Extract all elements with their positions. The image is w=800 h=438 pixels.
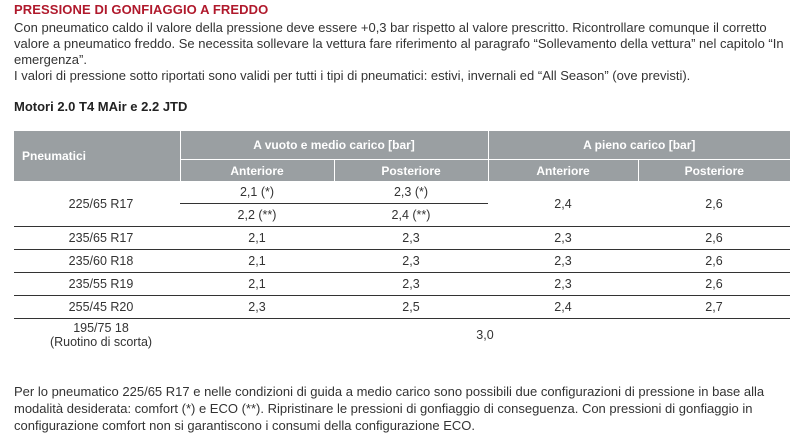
tire-pressure-table (14, 131, 790, 351)
full-front-cell: 2,3 (488, 227, 638, 250)
header-tires: Pneumatici (14, 131, 180, 181)
footnote: Per lo pneumatico 225/65 R17 e nelle condizioni di guida a medio carico sono possibili due configurazioni di pressione in base alla modalità desiderata: comfort (*) e ECO (**). Ripristinare le pressioni di gonfiaggio di conseguenza. Con pressioni di gonfiaggio in configurazione comfort non si garantiscono i consumi della configurazione ECO. (14, 384, 765, 433)
tire-size-cell: 235/55 R19 (14, 273, 180, 296)
tire-size-cell: 235/60 R18 (14, 250, 180, 273)
full-front-cell: 2,4 (488, 296, 638, 319)
spare-tire-cell (14, 319, 180, 352)
header-full-front: Anteriore (488, 160, 638, 181)
full-front-cell: 2,3 (488, 273, 638, 296)
empty-front-cell: 2,1 (180, 273, 334, 296)
spare-tire-size: 195/75 18 (73, 321, 129, 335)
intro-text (14, 20, 794, 84)
full-front-cell: 2,3 (488, 250, 638, 273)
full-rear-cell: 2,6 (638, 250, 790, 273)
spare-tire-pressure-cell: 3,0 (476, 328, 494, 342)
table-row (14, 250, 790, 273)
header-empty-front: Anteriore (180, 160, 334, 181)
full-rear-cell: 2,6 (638, 227, 790, 250)
empty-front-cell: 2,1 (180, 250, 334, 273)
tire-size-cell: 255/45 R20 (14, 296, 180, 319)
empty-rear-cell: 2,5 (334, 296, 488, 319)
header-empty-rear: Posteriore (334, 160, 488, 181)
empty-rear-comfort-cell: 2,3 (*) (334, 181, 488, 204)
tire-size-cell: 235/65 R17 (14, 227, 180, 250)
table-row (14, 273, 790, 296)
empty-rear-cell: 2,3 (334, 227, 488, 250)
full-front-cell: 2,4 (488, 181, 638, 227)
empty-front-eco-cell: 2,2 (**) (180, 204, 334, 227)
empty-front-cell: 2,1 (180, 227, 334, 250)
spare-tire-note: (Ruotino di scorta) (49, 335, 153, 349)
full-rear-cell: 2,6 (638, 181, 790, 227)
full-rear-cell: 2,6 (638, 273, 790, 296)
header-full-load: A pieno carico [bar] (488, 131, 790, 160)
section-title: PRESSIONE DI GONFIAGGIO A FREDDO (14, 2, 269, 17)
empty-rear-cell: 2,3 (334, 250, 488, 273)
empty-rear-cell: 2,3 (334, 273, 488, 296)
table-row (14, 227, 790, 250)
intro-paragraph-hot-tire: Con pneumatico caldo il valore della pressione deve essere +0,3 bar rispetto al valore prescritto. Ricontrollare comunque il corretto valore a pneumatico freddo. Se necessita sollevare la vettura fare riferimento al paragrafo “Sollevamento della vettura” nel capitolo “In emergenza”. (14, 20, 784, 67)
table-row (14, 296, 790, 319)
intro-paragraph-validity: I valori di pressione sotto riportati sono validi per tutti i tipi di pneumatici: estivi, invernali ed “All Season” (ove previsti). (14, 68, 691, 83)
engines-subtitle: Motori 2.0 T4 MAir e 2.2 JTD (14, 99, 188, 114)
empty-front-comfort-cell: 2,1 (*) (180, 181, 334, 204)
tire-size-cell: 225/65 R17 (14, 181, 180, 227)
table-row (14, 181, 790, 204)
header-full-rear: Posteriore (638, 160, 790, 181)
empty-front-cell: 2,3 (180, 296, 334, 319)
table-row (14, 319, 790, 352)
empty-rear-eco-cell: 2,4 (**) (334, 204, 488, 227)
header-empty-medium-load: A vuoto e medio carico [bar] (180, 131, 488, 160)
full-rear-cell: 2,7 (638, 296, 790, 319)
